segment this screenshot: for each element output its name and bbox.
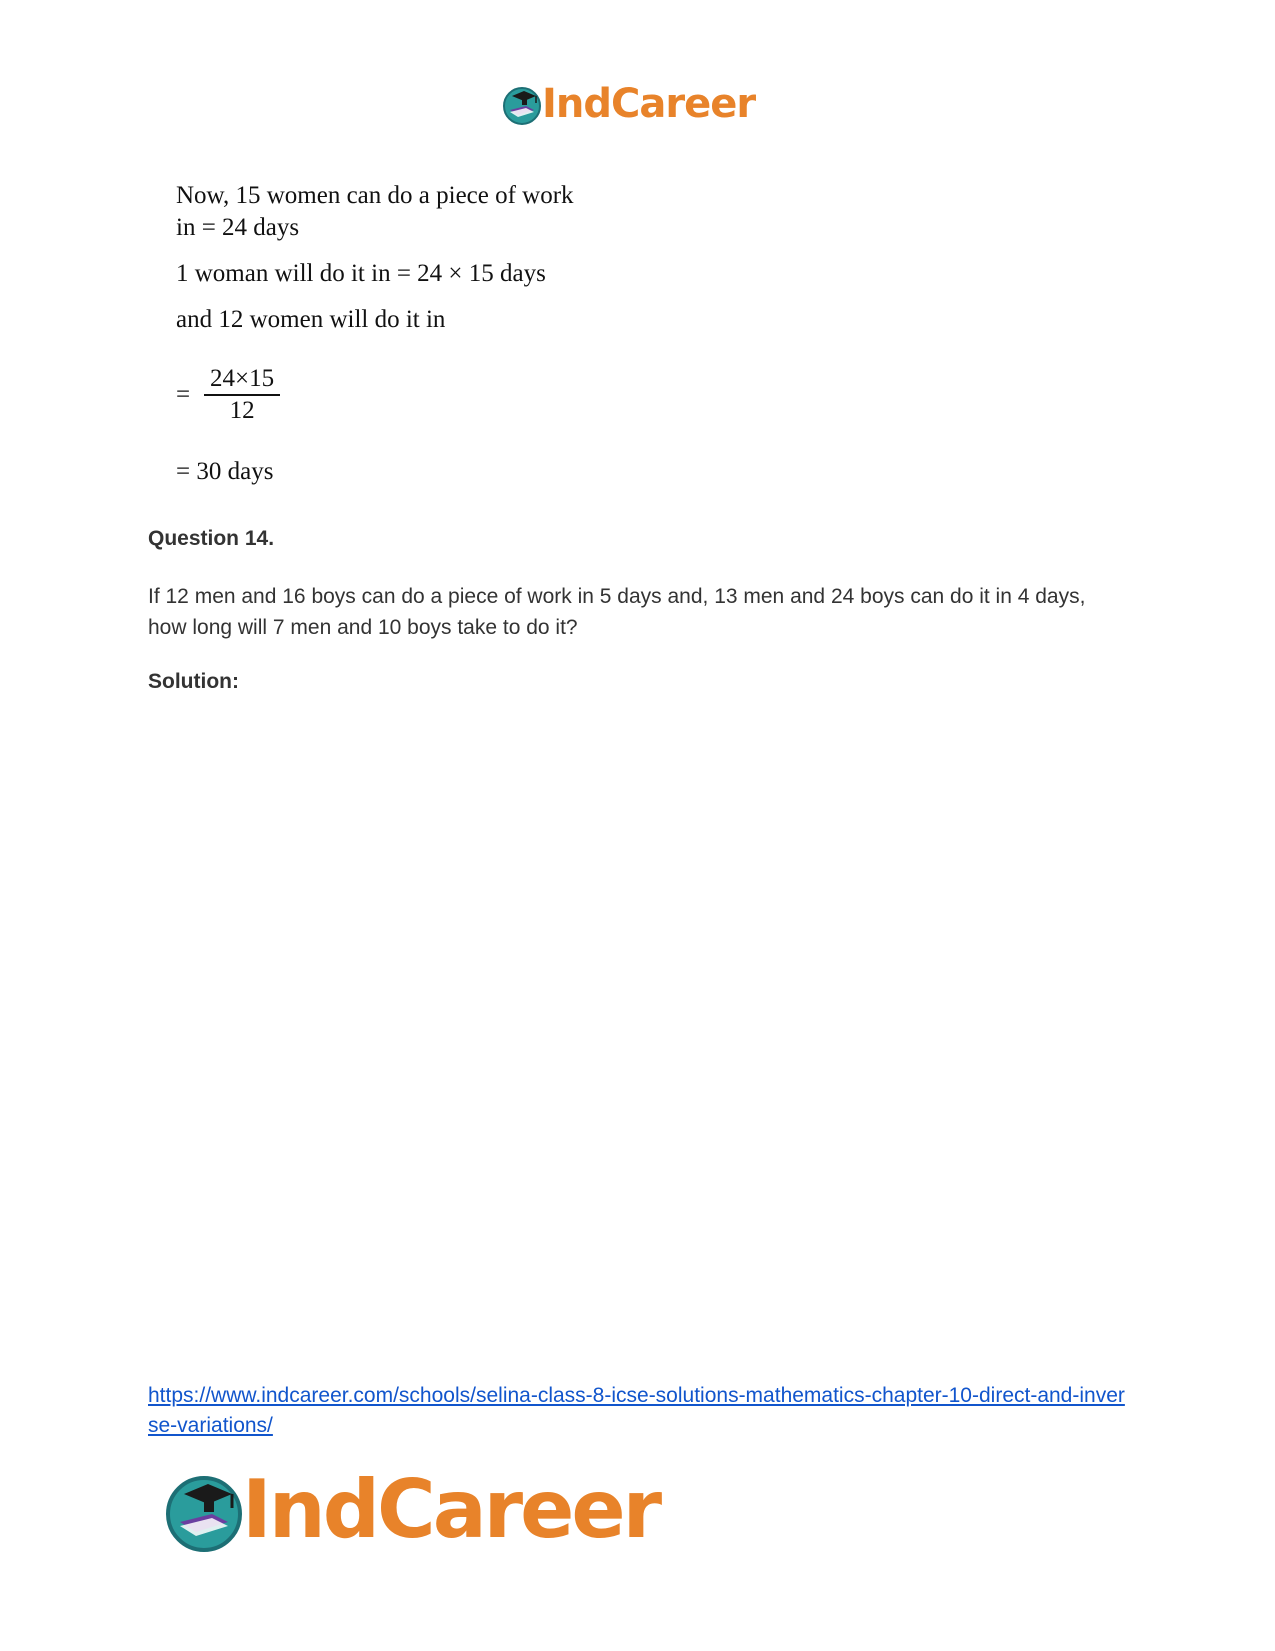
fraction bbox=[204, 364, 280, 426]
source-url-link[interactable]: https://www.indcareer.com/schools/selina-class-8-icse-solutions-mathematics-chapter-10-direct-and-inverse-variations/ bbox=[148, 1384, 1125, 1437]
footer-logo-text: IndCareer bbox=[242, 1463, 660, 1556]
graduation-book-icon bbox=[160, 1466, 248, 1554]
solution-result: = 30 days bbox=[176, 458, 274, 485]
question-text: If 12 men and 16 boys can do a piece of work in 5 days and, 13 men and 24 boys can do it in 4 days, how long will 7 men and 10 boys take to do it? bbox=[148, 585, 1086, 639]
solution-line-4: and 12 women will do it in bbox=[176, 306, 446, 333]
solution-line-3: 1 woman will do it in = 24 × 15 days bbox=[176, 260, 546, 287]
footer-logo bbox=[160, 1462, 659, 1558]
graduation-book-icon bbox=[500, 82, 544, 126]
fraction-equals-sign: = bbox=[176, 381, 191, 408]
solution-line-2: in = 24 days bbox=[176, 214, 300, 241]
header-logo-text: IndCareer bbox=[542, 81, 756, 127]
header-logo bbox=[500, 76, 755, 132]
fraction-numerator: 24×15 bbox=[210, 365, 275, 392]
question-heading: Question 14. bbox=[148, 527, 275, 550]
solution-line-1: Now, 15 women can do a piece of work bbox=[176, 182, 574, 209]
solution-fraction-row bbox=[176, 364, 280, 426]
fraction-denominator: 12 bbox=[229, 397, 255, 424]
solution-heading: Solution: bbox=[148, 670, 239, 693]
